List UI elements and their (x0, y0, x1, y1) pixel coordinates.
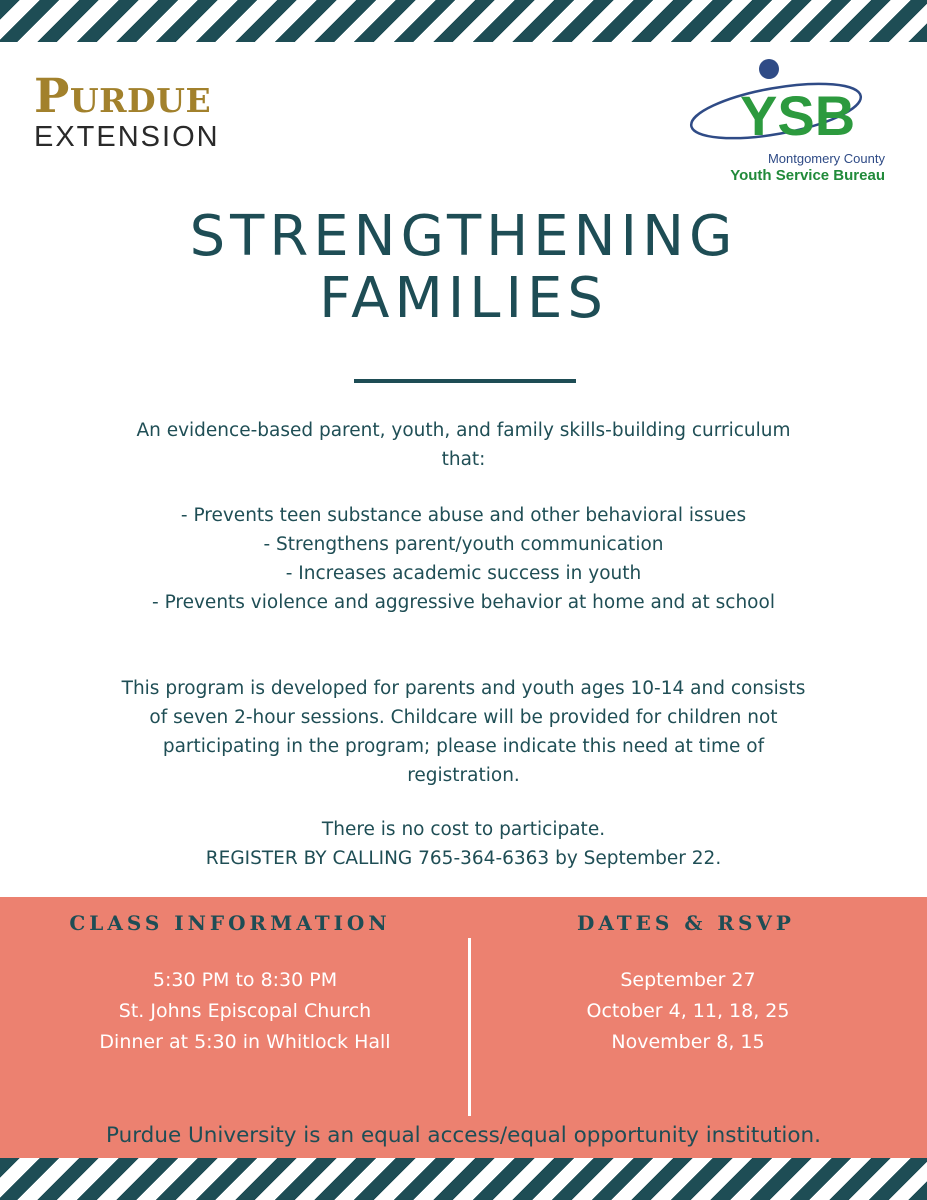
program-line: registration. (407, 765, 520, 786)
dates-list (458, 965, 918, 1058)
registration-note: REGISTER BY CALLING 765-364-6363 by September 22. (205, 848, 722, 869)
date-item: September 27 (620, 969, 756, 991)
class-information-heading: CLASS INFORMATION (69, 911, 391, 935)
cost-and-registration (70, 815, 857, 873)
dates-rsvp-heading: DATES & RSVP (577, 911, 795, 935)
purdue-logo-sub: EXTENSION (34, 121, 220, 153)
class-information-details (15, 965, 475, 1058)
class-time: 5:30 PM to 8:30 PM (152, 969, 338, 991)
intro-paragraph (70, 416, 857, 474)
page-title (0, 206, 927, 330)
benefit-item: - Prevents teen substance abuse and other behavioral issues (180, 505, 747, 526)
purdue-extension-logo (34, 69, 294, 153)
title-line-2: FAMILIES (319, 266, 608, 331)
ysb-logo (688, 53, 885, 187)
top-stripe-border (0, 0, 927, 42)
ysb-county-label: Montgomery County (767, 151, 885, 166)
cost-note: There is no cost to participate. (321, 819, 606, 840)
benefits-list (70, 501, 857, 617)
intro-line: that: (441, 449, 486, 470)
benefit-item: - Increases academic success in youth (285, 563, 642, 584)
program-line: of seven 2-hour sessions. Childcare will be provided for children not (149, 707, 778, 728)
benefit-item: - Strengthens parent/youth communication (263, 534, 664, 555)
program-description (70, 674, 857, 790)
class-location: St. Johns Episcopal Church (118, 1000, 372, 1022)
info-panel (0, 897, 927, 1158)
title-line-1: STRENGTHENING (189, 204, 738, 269)
title-divider (354, 379, 576, 383)
bottom-stripe-border (0, 1158, 927, 1200)
ysb-bureau-label: Youth Service Bureau (730, 167, 885, 184)
ysb-letters: YSB (740, 84, 856, 147)
date-item: October 4, 11, 18, 25 (586, 1000, 790, 1022)
program-line: This program is developed for parents and youth ages 10-14 and consists (121, 678, 806, 699)
intro-line: An evidence-based parent, youth, and family skills-building curriculum (136, 420, 791, 441)
benefit-item: - Prevents violence and aggressive behavior at home and at school (152, 592, 775, 613)
class-dinner: Dinner at 5:30 in Whitlock Hall (99, 1031, 391, 1053)
date-item: November 8, 15 (611, 1031, 765, 1053)
purdue-logo-name: Purdue (34, 69, 212, 124)
program-line: participating in the program; please indicate this need at time of (162, 736, 765, 757)
equal-opportunity-statement: Purdue University is an equal access/equal opportunity institution. (106, 1123, 821, 1148)
